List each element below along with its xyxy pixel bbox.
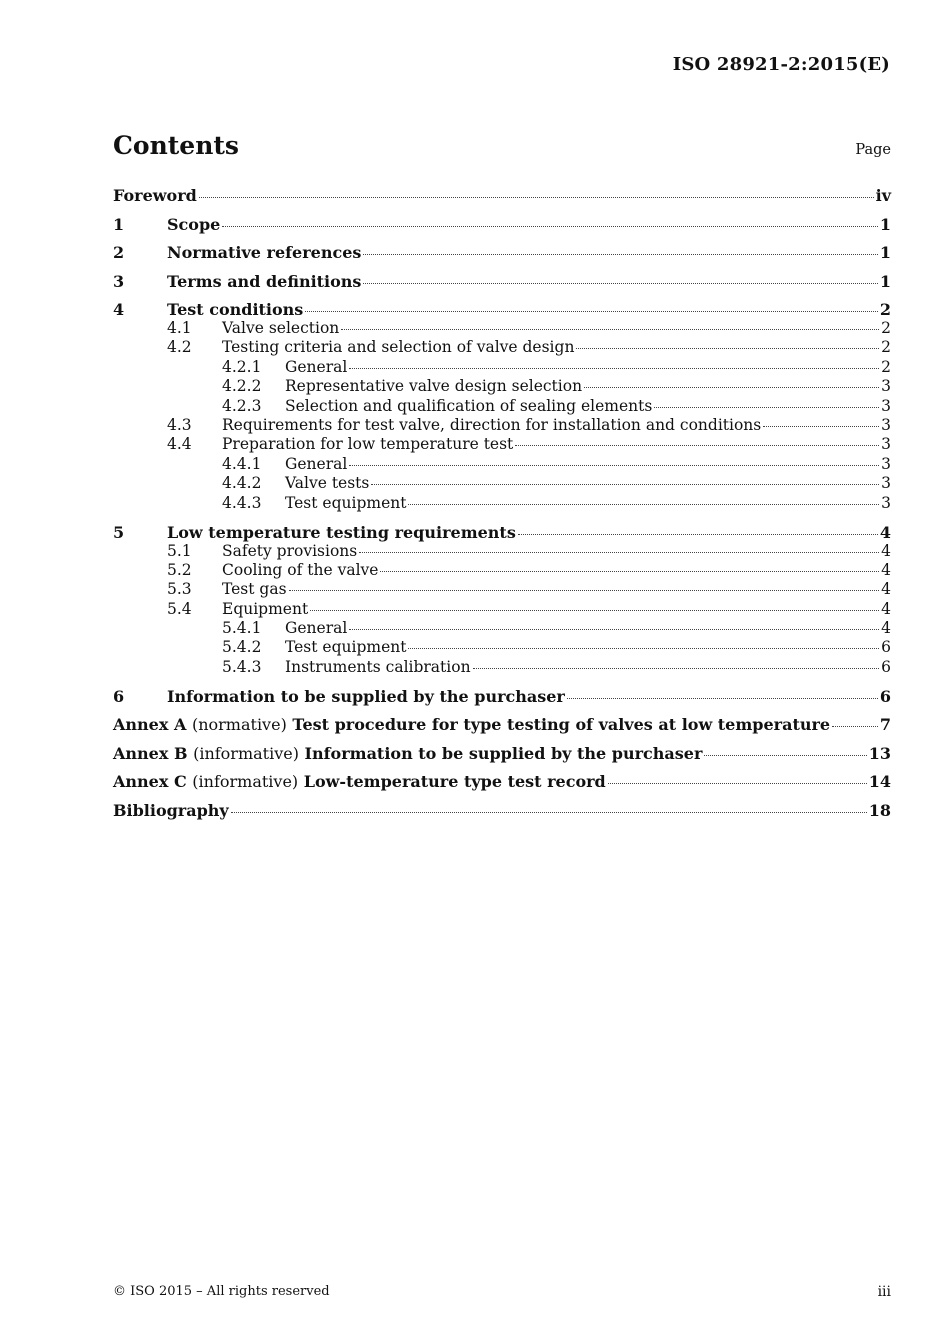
document-id: ISO 28921-2:2015(E) xyxy=(672,54,890,75)
toc-entry-page: 6 xyxy=(879,686,891,706)
toc-entry-annex-a[interactable] xyxy=(113,713,891,742)
toc-entry-number: 5.4 xyxy=(167,599,192,618)
toc-entry-page: 14 xyxy=(868,772,891,792)
toc-entry-normative-references[interactable] xyxy=(113,241,891,270)
toc-entry-number: 4.4.3 xyxy=(222,493,262,512)
toc-entry-title: Valve tests xyxy=(285,474,370,493)
toc-entry-title: Instruments calibration xyxy=(285,657,471,676)
toc-entry-foreword[interactable] xyxy=(113,184,891,213)
toc-entry-page: 4 xyxy=(881,560,891,579)
toc-entry-number: 4.2.1 xyxy=(222,357,262,376)
annex-kind: (normative) xyxy=(191,715,287,735)
dot-leader xyxy=(515,445,879,446)
toc-entry-number: 1 xyxy=(113,214,125,234)
toc-entry-5-4-1[interactable] xyxy=(113,619,891,638)
dot-leader xyxy=(222,226,878,227)
dot-leader xyxy=(576,348,879,349)
toc-entry-number: 4.2.2 xyxy=(222,377,262,396)
page-column-label: Page xyxy=(855,142,891,158)
dot-leader xyxy=(408,648,879,649)
toc-entry-title: Scope xyxy=(167,214,221,234)
toc-entry-title: General xyxy=(285,619,348,638)
toc-entry-page: 1 xyxy=(879,243,891,262)
contents-heading-row xyxy=(113,131,891,160)
toc-entry-5-4[interactable] xyxy=(113,600,891,619)
toc-entry-page: 6 xyxy=(881,657,891,676)
dot-leader xyxy=(305,311,878,312)
toc-entry-page: 3 xyxy=(881,435,891,454)
toc-entry-number: 5.4.2 xyxy=(222,638,262,657)
toc-entry-page: 18 xyxy=(868,800,891,820)
toc-entry-page: 1 xyxy=(879,271,891,291)
toc-entry-page: 2 xyxy=(881,357,891,376)
annex-title: Test procedure for type testing of valves at low temperature xyxy=(292,715,831,735)
dot-leader xyxy=(654,407,879,408)
toc-entry-title: General xyxy=(285,454,348,473)
toc-entry-title: Test equipment xyxy=(285,638,407,657)
toc-entry-number: 5.2 xyxy=(167,560,192,579)
dot-leader xyxy=(518,534,878,535)
toc-entry-title: Equipment xyxy=(222,599,309,618)
toc-entry-title: Information to be supplied by the purchaser xyxy=(167,686,565,706)
toc-entry-page: 3 xyxy=(881,396,891,415)
toc-entry-number: 5.1 xyxy=(167,541,192,560)
dot-leader xyxy=(231,812,867,813)
dot-leader xyxy=(359,552,879,553)
toc-entry-page: 3 xyxy=(881,493,891,512)
toc-entry-number: 4.4.1 xyxy=(222,454,262,473)
toc-entry-4-3[interactable] xyxy=(113,416,891,435)
toc-entry-title: Terms and definitions xyxy=(167,271,362,291)
toc-entry-information-purchaser[interactable] xyxy=(113,685,891,714)
dot-leader xyxy=(363,283,877,284)
toc-entry-annex-b[interactable] xyxy=(113,742,891,771)
toc-entry-title: Low temperature testing requirements xyxy=(167,522,516,542)
toc-entry-title: Testing criteria and selection of valve design xyxy=(222,338,575,357)
toc-entry-title: Safety provisions xyxy=(222,541,358,560)
toc-entry-4-2-1[interactable] xyxy=(113,358,891,377)
dot-leader xyxy=(832,726,878,727)
annex-tag: Annex B xyxy=(113,743,188,763)
toc-entry-number: 4 xyxy=(113,300,125,319)
toc-entry-4-2-3[interactable] xyxy=(113,397,891,416)
toc-entry-4-4-2[interactable] xyxy=(113,474,891,493)
dot-leader xyxy=(363,254,877,255)
toc-entry-title: Test gas xyxy=(222,580,287,599)
toc-entry-terms-and-definitions[interactable] xyxy=(113,270,891,299)
annex-title: Low-temperature type test record xyxy=(303,772,606,792)
toc-entry-title: Selection and qualification of sealing elements xyxy=(285,396,653,415)
annex-kind: (informative) xyxy=(193,743,299,763)
toc-entry-number: 5.4.1 xyxy=(222,619,262,638)
dot-leader xyxy=(349,465,879,466)
toc-entry-scope[interactable] xyxy=(113,213,891,242)
dot-leader xyxy=(380,571,879,572)
toc-entry-4-4-1[interactable] xyxy=(113,455,891,474)
toc-entry-title: Normative references xyxy=(167,243,362,262)
toc-entry-number: 4.1 xyxy=(167,319,192,337)
toc-entry-title: Test equipment xyxy=(285,493,407,512)
dot-leader xyxy=(704,755,866,756)
toc-entry-page: 3 xyxy=(881,415,891,434)
toc-entry-number: 3 xyxy=(113,271,125,291)
toc-entry-title xyxy=(113,742,702,766)
toc-entry-5-4-2[interactable] xyxy=(113,638,891,657)
toc-entry-page: 4 xyxy=(881,541,891,560)
dot-leader xyxy=(349,368,879,369)
toc-entry-page: 4 xyxy=(881,599,891,618)
toc-entry-page: 3 xyxy=(881,454,891,473)
toc-entry-title: Foreword xyxy=(113,186,197,205)
dot-leader xyxy=(310,610,879,611)
toc-entry-title: Bibliography xyxy=(113,800,229,820)
toc-entry-4-1[interactable] xyxy=(113,319,891,338)
toc-entry-number: 4.4.2 xyxy=(222,474,262,493)
toc-entry-page: iv xyxy=(875,186,891,205)
annex-kind: (informative) xyxy=(192,772,299,792)
toc-entry-4-2-2[interactable] xyxy=(113,377,891,396)
toc-entry-number: 4.2.3 xyxy=(222,396,262,415)
toc-entry-number: 4.4 xyxy=(167,435,192,454)
dot-leader xyxy=(473,668,880,669)
toc-entry-5-4-3[interactable] xyxy=(113,658,891,685)
dot-leader xyxy=(199,197,874,198)
toc-entry-title xyxy=(113,713,830,737)
toc-entry-annex-c[interactable] xyxy=(113,770,891,799)
toc-entry-page: 7 xyxy=(879,715,891,735)
toc-entry-title: Representative valve design selection xyxy=(285,377,583,396)
toc-entry-page: 13 xyxy=(868,743,891,763)
toc-entry-4-2[interactable] xyxy=(113,338,891,357)
dot-leader xyxy=(371,484,879,485)
toc-entry-title: Requirements for test valve, direction for installation and conditions xyxy=(222,415,762,434)
table-of-contents xyxy=(113,184,891,827)
toc-entry-4-4-3[interactable] xyxy=(113,494,891,521)
toc-entry-number: 5.3 xyxy=(167,580,192,599)
page-title: Contents xyxy=(113,131,240,160)
annex-title: Information to be supplied by the purchaser xyxy=(304,743,703,763)
dot-leader xyxy=(584,387,879,388)
dot-leader xyxy=(763,426,879,427)
toc-entry-page: 4 xyxy=(881,580,891,599)
toc-entry-page: 2 xyxy=(879,300,891,319)
dot-leader xyxy=(349,629,879,630)
toc-entry-title: Test conditions xyxy=(167,300,304,319)
toc-entry-page: 4 xyxy=(881,619,891,638)
dot-leader xyxy=(289,590,880,591)
toc-entry-number: 6 xyxy=(113,686,125,706)
toc-entry-page: 6 xyxy=(881,638,891,657)
toc-entry-title: Cooling of the valve xyxy=(222,560,379,579)
dot-leader xyxy=(341,329,879,330)
copyright-notice: © ISO 2015 – All rights reserved xyxy=(113,1284,330,1299)
toc-entry-5-3[interactable] xyxy=(113,580,891,599)
toc-entry-test-conditions[interactable] xyxy=(113,298,891,319)
toc-entry-5-2[interactable] xyxy=(113,561,891,580)
toc-entry-page: 3 xyxy=(881,377,891,396)
annex-tag: Annex C xyxy=(113,772,187,792)
toc-entry-page: 3 xyxy=(881,474,891,493)
toc-entry-page: 4 xyxy=(879,522,891,542)
toc-entry-page: 2 xyxy=(881,338,891,357)
toc-entry-page: 1 xyxy=(879,214,891,234)
toc-entry-4-4[interactable] xyxy=(113,435,891,454)
toc-entry-number: 5 xyxy=(113,522,125,542)
page-footer xyxy=(113,1284,891,1300)
toc-entry-low-temperature-testing[interactable] xyxy=(113,521,891,542)
toc-entry-title xyxy=(113,770,606,794)
toc-entry-title: Valve selection xyxy=(222,319,340,337)
toc-entry-number: 5.4.3 xyxy=(222,657,262,676)
toc-entry-title: Preparation for low temperature test xyxy=(222,435,514,454)
toc-entry-bibliography[interactable] xyxy=(113,799,891,828)
dot-leader xyxy=(608,783,867,784)
annex-tag: Annex A xyxy=(113,715,187,735)
toc-entry-title: General xyxy=(285,357,348,376)
page-number: iii xyxy=(877,1284,891,1300)
dot-leader xyxy=(567,698,878,699)
toc-entry-number: 4.2 xyxy=(167,338,192,357)
dot-leader xyxy=(408,504,879,505)
toc-entry-number: 4.3 xyxy=(167,415,192,434)
toc-entry-page: 2 xyxy=(881,319,891,337)
toc-entry-number: 2 xyxy=(113,243,125,262)
